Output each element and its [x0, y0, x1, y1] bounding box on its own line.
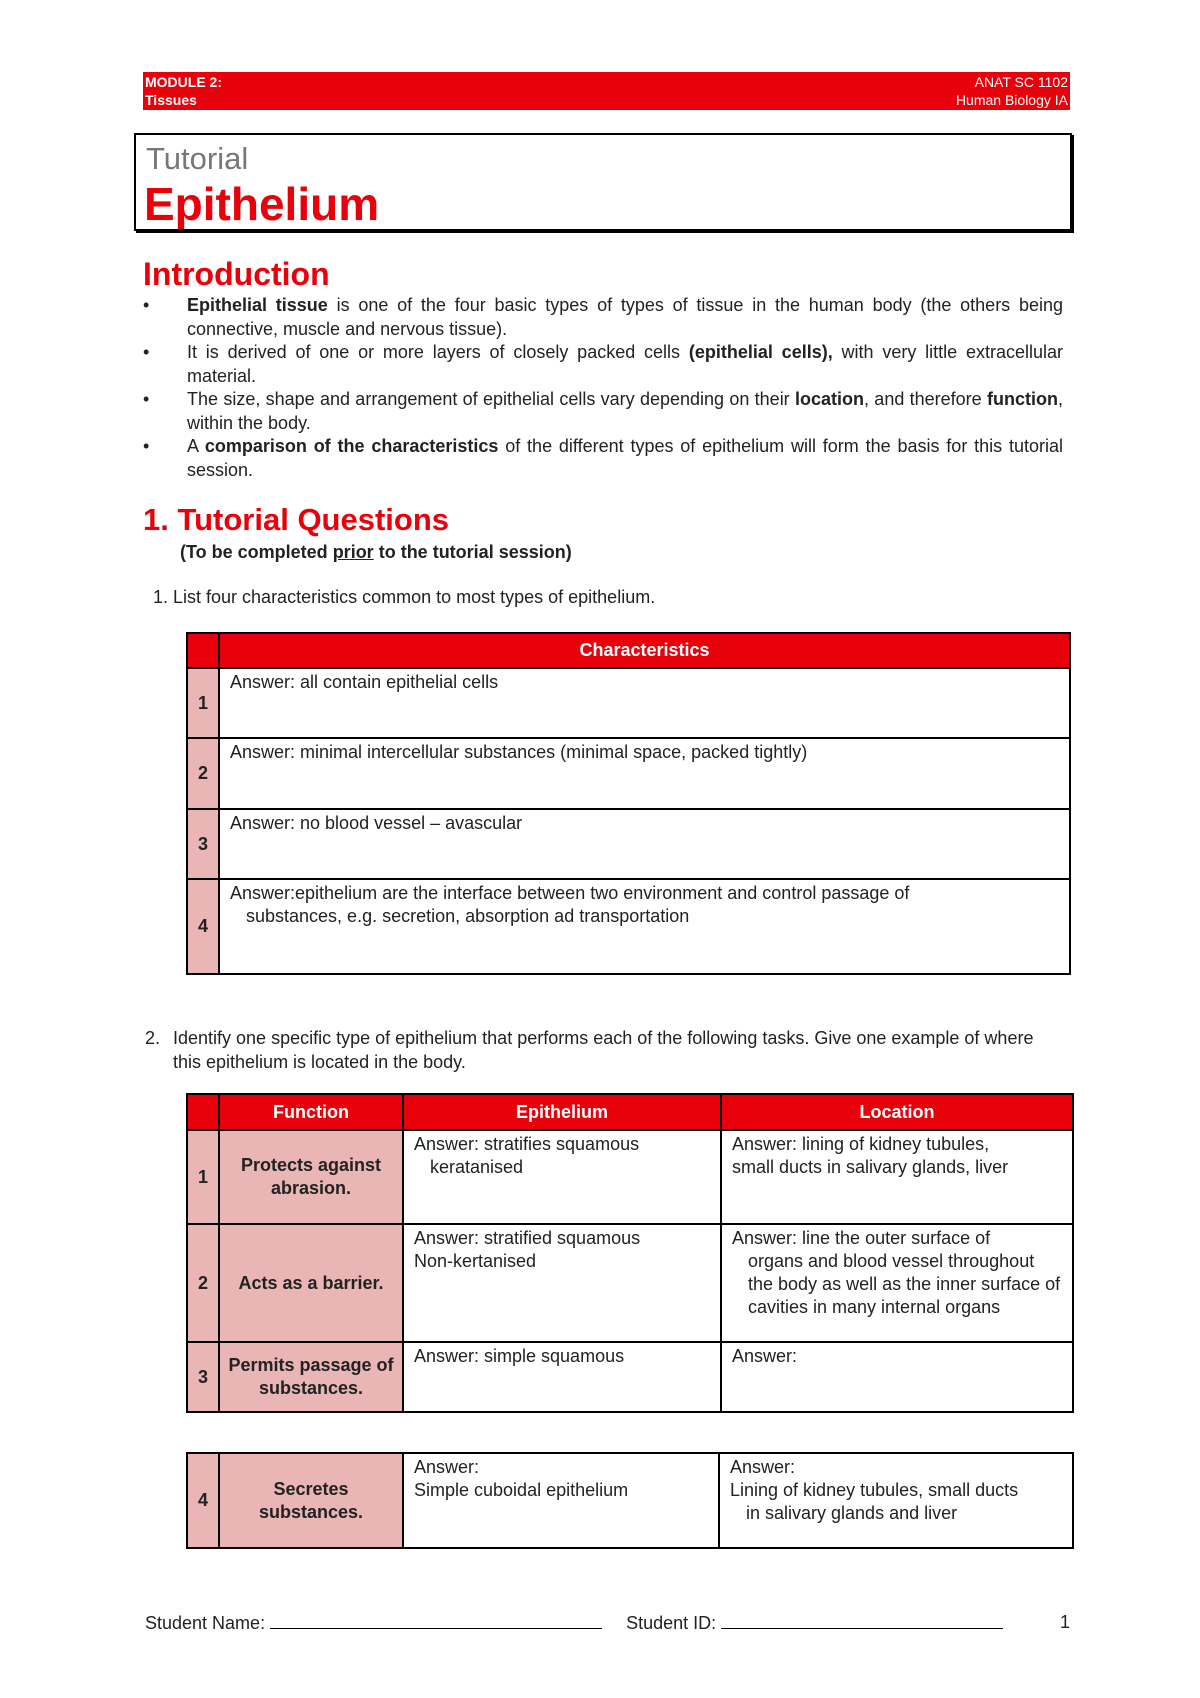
intro-bullet: • Epithelial tissue is one of the four basic types of types of tissue in the human body (the others being connective, muscle and nervous tissue). [143, 294, 1063, 341]
epithelium-cell[interactable]: Answer: Simple cuboidal epithelium [403, 1453, 719, 1548]
location-cell[interactable]: Answer: lining of kidney tubules, small ducts in salivary glands, liver [721, 1130, 1073, 1224]
function-table-continued [186, 1452, 1074, 1549]
function-cell: Secretes substances. [219, 1453, 403, 1548]
title-kicker: Tutorial [146, 141, 249, 176]
location-cell[interactable]: Answer: line the outer surface of organs and blood vessel throughout the body as well as the inner surface of cavities in many internal organs [721, 1224, 1073, 1342]
course-code: ANAT SC 1102 [974, 74, 1068, 90]
location-cell[interactable]: Answer: Lining of kidney tubules, small ducts in salivary glands and liver [719, 1453, 1073, 1548]
epithelium-cell[interactable]: Answer: stratifies squamous keratanised [403, 1130, 721, 1224]
epithelium-cell[interactable]: Answer: stratified squamous Non-kertanised [403, 1224, 721, 1342]
epithelium-header: Epithelium [403, 1094, 721, 1130]
row-number: 1 [187, 1130, 219, 1224]
student-id-label: Student ID: [626, 1613, 717, 1633]
question-number: 2. [145, 1028, 161, 1048]
row-number: 2 [187, 738, 219, 809]
function-cell: Permits passage of substances. [219, 1342, 403, 1412]
question-2 [145, 1027, 1065, 1074]
row-number: 1 [187, 668, 219, 738]
page-number: 1 [1059, 1612, 1070, 1632]
characteristics-header: Characteristics [219, 633, 1070, 668]
epithelium-cell[interactable]: Answer: simple squamous [403, 1342, 721, 1412]
row-number: 2 [187, 1224, 219, 1342]
function-table [186, 1093, 1074, 1413]
answer-cell[interactable]: Answer: minimal intercellular substances (minimal space, packed tightly) [219, 738, 1070, 809]
function-cell: Acts as a barrier. [219, 1224, 403, 1342]
table-row [187, 668, 1070, 738]
module-topic: Tissues [145, 92, 197, 108]
location-cell[interactable]: Answer: [721, 1342, 1073, 1412]
row-number: 3 [187, 1342, 219, 1412]
question-1: 1. List four characteristics common to most types of epithelium. [153, 587, 656, 607]
table-row [187, 1224, 1073, 1342]
intro-heading: Introduction [143, 256, 330, 292]
intro-bullet-list [143, 294, 1063, 482]
function-cell: Protects against abrasion. [219, 1130, 403, 1224]
section-subtitle: (To be completed prior to the tutorial session) [180, 542, 572, 562]
row-number: 4 [187, 1453, 219, 1548]
page-title: Epithelium [144, 178, 380, 230]
intro-bullet: • The size, shape and arrangement of epithelial cells vary depending on their location, and therefore function, within the body. [143, 388, 1063, 435]
table-row [187, 809, 1070, 879]
footer [145, 1612, 1070, 1634]
row-number: 4 [187, 879, 219, 974]
characteristics-table [186, 632, 1071, 975]
table-row [187, 1130, 1073, 1224]
intro-bullet: • It is derived of one or more layers of closely packed cells (epithelial cells), with very little extracellular material. [143, 341, 1063, 388]
row-number: 3 [187, 809, 219, 879]
function-header: Function [219, 1094, 403, 1130]
intro-bullet: • A comparison of the characteristics of the different types of epithelium will form the basis for this tutorial session. [143, 435, 1063, 482]
student-id-field[interactable] [721, 1612, 1003, 1629]
module-header-bar [143, 72, 1070, 110]
table-row [187, 1453, 1073, 1548]
location-header: Location [721, 1094, 1073, 1130]
table-row [187, 738, 1070, 809]
answer-cell[interactable]: Answer: all contain epithelial cells [219, 668, 1070, 738]
question-text: Identify one specific type of epithelium that performs each of the following tasks. Give one example of where this epithelium is located in the body. [173, 1028, 1034, 1072]
student-name-label: Student Name: [145, 1613, 266, 1633]
table-row [187, 879, 1070, 974]
table-corner [187, 633, 219, 668]
table-row [187, 1342, 1073, 1412]
answer-cell[interactable]: Answer:epithelium are the interface between two environment and control passage of substances, e.g. secretion, absorption ad transportation [219, 879, 1070, 974]
table-corner [187, 1094, 219, 1130]
section-heading: 1. Tutorial Questions [143, 502, 450, 537]
answer-cell[interactable]: Answer: no blood vessel – avascular [219, 809, 1070, 879]
course-name: Human Biology IA [955, 92, 1068, 108]
student-name-field[interactable] [270, 1612, 602, 1629]
title-box [134, 133, 1072, 231]
module-label: MODULE 2: [145, 74, 222, 90]
